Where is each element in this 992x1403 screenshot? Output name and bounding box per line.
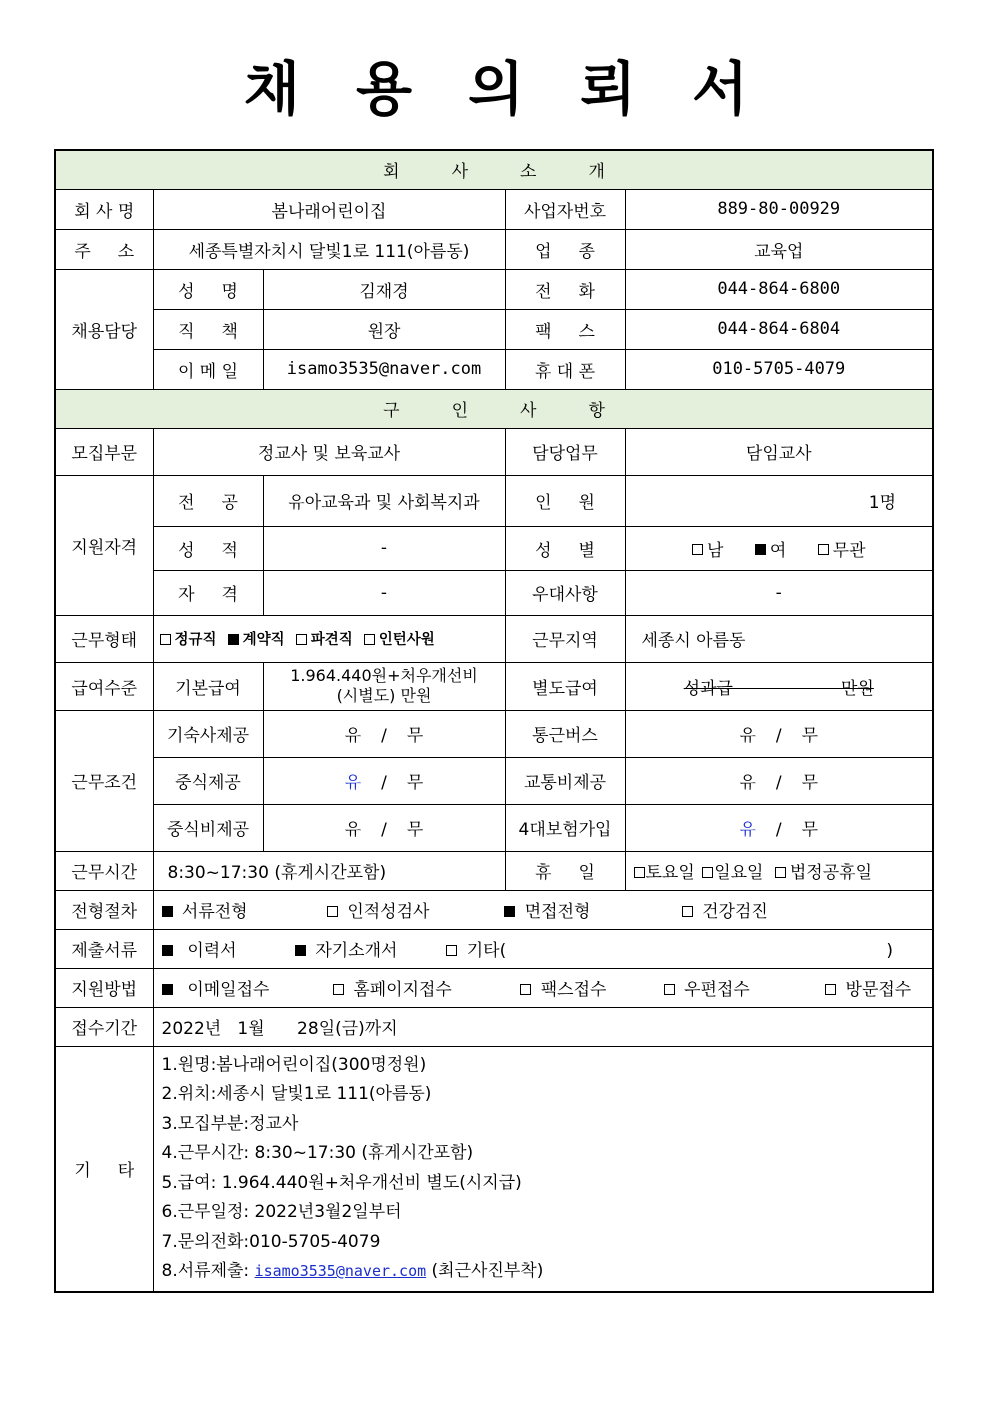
major-label: 전 공 — [153, 475, 263, 526]
section-recruit-details: 구 인 사 항 — [55, 389, 933, 428]
checkbox-empty-icon — [296, 634, 307, 645]
hours-label: 근무시간 — [55, 851, 153, 890]
checkbox-empty-icon — [702, 867, 713, 878]
process-health[interactable]: 건강검진 — [682, 897, 768, 922]
address-label: 주 소 — [55, 229, 153, 269]
location-label: 근무지역 — [505, 615, 625, 662]
note-line: 4.근무시간: 8:30~17:30 (휴게시간포함) — [161, 1143, 474, 1163]
biz-no-label: 사업자번호 — [505, 189, 625, 229]
emp-type-dispatch[interactable]: 파견직 — [296, 632, 353, 648]
gender-options — [625, 526, 933, 570]
qualification-label: 지원자격 — [55, 475, 153, 615]
title-char: 뢰 — [580, 55, 637, 123]
industry: 교육업 — [625, 229, 933, 269]
dormitory-label: 기숙사제공 — [153, 710, 263, 757]
doc-other-close: ) — [886, 941, 893, 961]
transport-yn: 유 / 무 — [625, 757, 933, 804]
process-aptitude[interactable]: 인적성검사 — [327, 897, 499, 922]
checkbox-checked-icon — [162, 906, 173, 917]
checkbox-empty-icon — [818, 544, 829, 555]
extra-salary: 성과급 만원 — [625, 662, 933, 710]
dept-label: 모집부문 — [55, 428, 153, 475]
certificate: - — [263, 570, 505, 615]
section-company-intro: 회 사 소 개 — [55, 150, 933, 189]
base-salary-line2: (시별도) 만원 — [336, 686, 432, 705]
fax-label: 팩 스 — [505, 309, 625, 349]
checkbox-checked-icon — [295, 945, 306, 956]
apply-homepage[interactable]: 홈페이지접수 — [333, 975, 515, 1000]
headcount: 1명 — [625, 475, 933, 526]
recruit-form-table — [54, 149, 934, 1293]
duty: 담임교사 — [625, 428, 933, 475]
commute-bus-yn: 유 / 무 — [625, 710, 933, 757]
major: 유아교육과 및 사회복지과 — [263, 475, 505, 526]
process-label: 전형절차 — [55, 890, 153, 929]
checkbox-checked-icon — [162, 945, 173, 956]
process-document[interactable]: 서류전형 — [162, 897, 322, 922]
holiday-saturday[interactable]: 토요일 — [634, 863, 695, 883]
checkbox-empty-icon — [634, 867, 645, 878]
checkbox-empty-icon — [446, 945, 457, 956]
grade-label: 성 적 — [153, 526, 263, 570]
meal-label: 중식제공 — [153, 757, 263, 804]
biz-no: 889-80-00929 — [625, 189, 933, 229]
email: isamo3535@naver.com — [263, 349, 505, 389]
doc-other[interactable]: 기타( — [446, 936, 886, 961]
email-label: 이 메 일 — [153, 349, 263, 389]
base-salary — [263, 662, 505, 710]
note-line-submit: 8.서류제출: isamo3535@naver.com (최근사진부착) — [161, 1261, 544, 1281]
note-line: 6.근무일정: 2022년3월2일부터 — [161, 1202, 402, 1222]
checkbox-checked-icon — [755, 544, 766, 555]
checkbox-empty-icon — [520, 984, 531, 995]
base-salary-line1: 1.964.440원+처우개선비 — [290, 666, 478, 685]
note-line: 5.급여: 1.964.440원+처우개선비 별도(시지급) — [161, 1172, 522, 1193]
gender-option-any[interactable]: 무관 — [818, 536, 866, 561]
period-label: 접수기간 — [55, 1007, 153, 1046]
person-label: 성 명 — [153, 269, 263, 309]
title-char: 의 — [467, 55, 525, 123]
meal-fee-label: 중식비제공 — [153, 804, 263, 851]
process-interview[interactable]: 면접전형 — [504, 897, 676, 922]
meal-fee-yn: 유 / 무 — [263, 804, 505, 851]
docs-label: 제출서류 — [55, 929, 153, 968]
doc-cover-letter[interactable]: 자기소개서 — [295, 936, 441, 961]
doc-resume[interactable]: 이력서 — [162, 936, 290, 961]
note-line: 3.모집부분:정교사 — [161, 1113, 299, 1134]
checkbox-checked-icon — [504, 906, 515, 917]
document-title — [0, 42, 992, 126]
company-name-label: 회 사 명 — [55, 189, 153, 229]
checkbox-empty-icon — [327, 906, 338, 917]
note-line: 7.문의전화:010-5705-4079 — [161, 1231, 381, 1252]
apply-email[interactable]: 이메일접수 — [162, 975, 328, 1000]
grade: - — [263, 526, 505, 570]
person-name: 김재경 — [263, 269, 505, 309]
checkbox-checked-icon — [162, 984, 173, 995]
work-hours: 8:30~17:30 (휴게시간포함) — [153, 851, 505, 890]
note-line: 2.위치:세종시 달빛1로 111(아름동) — [161, 1084, 432, 1104]
title-char: 서 — [692, 55, 749, 123]
salary-label: 급여수준 — [55, 662, 153, 710]
checkbox-empty-icon — [364, 634, 375, 645]
holiday-legal[interactable]: 법정공휴일 — [775, 863, 872, 883]
checkbox-checked-icon — [228, 634, 239, 645]
gender-label: 성 별 — [505, 526, 625, 570]
mobile: 010-5705-4079 — [625, 349, 933, 389]
apply-options — [153, 968, 933, 1007]
application-period: 2022년 1월 28일(금)까지 — [153, 1007, 933, 1046]
apply-label: 지원방법 — [55, 968, 153, 1007]
emp-type-contract[interactable]: 계약직 — [228, 632, 285, 648]
extra-salary-label: 별도급여 — [505, 662, 625, 710]
duty-label: 담당업무 — [505, 428, 625, 475]
apply-mail[interactable]: 우편접수 — [664, 975, 820, 1000]
holiday-label: 휴 일 — [505, 851, 625, 890]
location: 세종시 아름동 — [625, 615, 933, 662]
checkbox-empty-icon — [692, 544, 703, 555]
manager-label: 채용담당 — [55, 269, 153, 389]
transport-label: 교통비제공 — [505, 757, 625, 804]
dormitory-yn: 유 / 무 — [263, 710, 505, 757]
process-options — [153, 890, 933, 929]
position-label: 직 책 — [153, 309, 263, 349]
apply-fax[interactable]: 팩스접수 — [520, 975, 658, 1000]
commute-bus-label: 통근버스 — [505, 710, 625, 757]
industry-label: 업 종 — [505, 229, 625, 269]
holiday-options — [625, 851, 933, 890]
insurance-label: 4대보험가입 — [505, 804, 625, 851]
base-salary-label: 기본급여 — [153, 662, 263, 710]
meal-yn: 유 / 무 — [263, 757, 505, 804]
etc-label: 기 타 — [55, 1046, 153, 1292]
mobile-label: 휴 대 폰 — [505, 349, 625, 389]
emp-type-intern[interactable]: 인턴사원 — [364, 632, 435, 648]
insurance-yn: 유 / 무 — [625, 804, 933, 851]
dept: 정교사 및 보육교사 — [153, 428, 505, 475]
checkbox-empty-icon — [664, 984, 675, 995]
checkbox-empty-icon — [775, 867, 786, 878]
holiday-sunday[interactable]: 일요일 — [702, 863, 763, 883]
phone: 044-864-6800 — [625, 269, 933, 309]
title-char: 채 — [243, 55, 300, 123]
gender-option-female[interactable]: 여 — [755, 536, 786, 561]
gender-option-male[interactable]: 남 — [692, 536, 723, 561]
notes-box — [153, 1046, 933, 1292]
email-link[interactable]: isamo3535@naver.com — [254, 1262, 427, 1280]
position: 원장 — [263, 309, 505, 349]
checkbox-empty-icon — [825, 984, 836, 995]
emp-type-regular[interactable]: 정규직 — [160, 632, 217, 648]
count-label: 인 원 — [505, 475, 625, 526]
checkbox-empty-icon — [160, 634, 171, 645]
address: 세종특별자치시 달빛1로 111(아름동) — [153, 229, 505, 269]
docs-options — [153, 929, 933, 968]
note-line: 1.원명:봄나래어린이집(300명정원) — [161, 1054, 427, 1075]
phone-label: 전 화 — [505, 269, 625, 309]
certificate-label: 자 격 — [153, 570, 263, 615]
conditions-label: 근무조건 — [55, 710, 153, 851]
preference: - — [625, 570, 933, 615]
apply-visit[interactable]: 방문접수 — [825, 975, 911, 1000]
checkbox-empty-icon — [333, 984, 344, 995]
company-name: 봄나래어린이집 — [153, 189, 505, 229]
checkbox-empty-icon — [682, 906, 693, 917]
employment-type-options — [153, 615, 505, 662]
title-char: 용 — [355, 55, 412, 123]
preference-label: 우대사항 — [505, 570, 625, 615]
employment-type-label: 근무형태 — [55, 615, 153, 662]
fax: 044-864-6804 — [625, 309, 933, 349]
